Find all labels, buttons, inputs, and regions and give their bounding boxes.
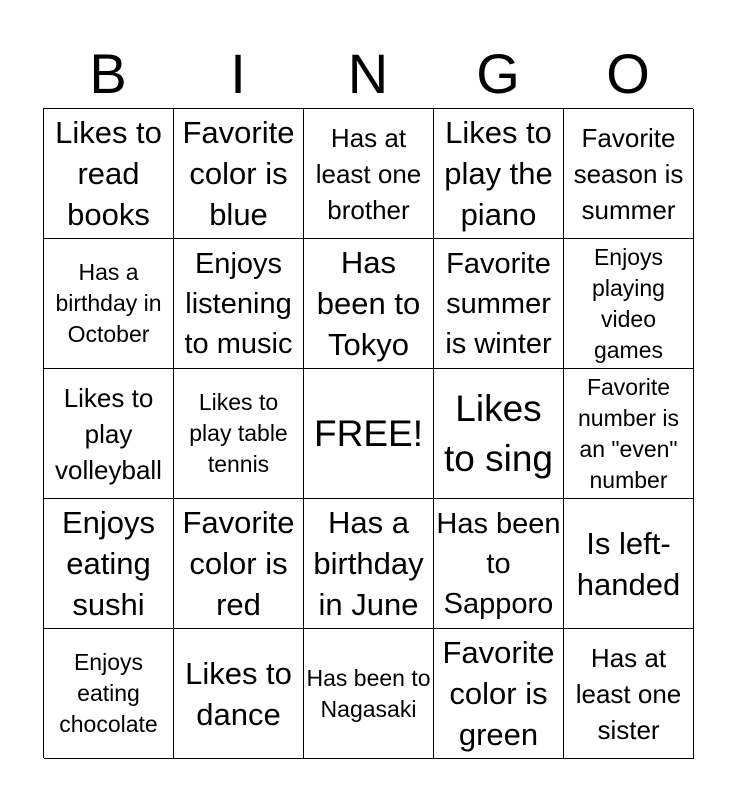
bingo-cell-text: Has a birthday in June — [313, 505, 424, 622]
bingo-cell[interactable] — [174, 629, 304, 759]
bingo-cell-text: Likes to read books — [55, 115, 162, 232]
header-letter-n: N — [347, 42, 389, 105]
header-letter-g: G — [476, 42, 520, 105]
bingo-cell-text: Has been to Tokyo — [316, 245, 421, 362]
bingo-cell[interactable] — [434, 109, 564, 239]
bingo-cell-text: Has been to Sapporo — [436, 507, 561, 620]
bingo-cell[interactable] — [44, 499, 174, 629]
bingo-cell[interactable] — [304, 499, 434, 629]
bingo-cell[interactable] — [564, 369, 694, 499]
bingo-cell-text: Has been to Nagasaki — [306, 664, 431, 722]
bingo-cell[interactable] — [304, 239, 434, 369]
bingo-cell-text: Likes to play table tennis — [189, 389, 288, 477]
bingo-cell-text: Has at least one sister — [575, 642, 682, 745]
bingo-header — [43, 40, 693, 108]
bingo-cell-text: Favorite color is blue — [182, 115, 295, 232]
free-space-text: FREE! — [314, 412, 423, 454]
bingo-cell-text: Favorite color is red — [182, 505, 295, 622]
bingo-cell[interactable] — [434, 499, 564, 629]
bingo-cell[interactable] — [434, 239, 564, 369]
bingo-cell[interactable] — [174, 369, 304, 499]
bingo-cell[interactable] — [434, 369, 564, 499]
header-letter-o: O — [606, 42, 650, 105]
bingo-cell[interactable] — [44, 109, 174, 239]
bingo-cell-text: Favorite number is an "even" number — [578, 373, 679, 493]
bingo-cell[interactable] — [564, 499, 694, 629]
bingo-cell-text: Enjoys eating sushi — [61, 505, 156, 622]
bingo-cell[interactable] — [564, 629, 694, 759]
bingo-cell[interactable] — [174, 499, 304, 629]
bingo-cell-text: Enjoys playing video games — [592, 243, 665, 363]
bingo-cell[interactable] — [174, 109, 304, 239]
free-space[interactable] — [304, 369, 434, 499]
header-letter-i: I — [230, 42, 246, 105]
bingo-cell-text: Likes to dance — [185, 655, 292, 732]
bingo-cell-text: Favorite season is summer — [573, 122, 684, 225]
bingo-cell[interactable] — [174, 239, 304, 369]
bingo-cell[interactable] — [44, 369, 174, 499]
bingo-cell-text: Favorite summer is winter — [445, 247, 552, 360]
bingo-cell-text: Is left-handed — [576, 525, 681, 602]
bingo-cell-text: Likes to play volleyball — [55, 382, 162, 485]
bingo-cell[interactable] — [304, 109, 434, 239]
bingo-cell-text: Enjoys eating chocolate — [59, 649, 158, 737]
bingo-cell-text: Enjoys listening to music — [184, 247, 293, 360]
bingo-cell[interactable] — [304, 629, 434, 759]
bingo-grid — [43, 108, 693, 758]
header-letter-b: B — [89, 42, 127, 105]
bingo-cell-text: Has a birthday in October — [55, 259, 162, 347]
bingo-cell[interactable] — [564, 239, 694, 369]
bingo-cell[interactable] — [44, 629, 174, 759]
bingo-cell-text: Likes to play the piano — [444, 115, 553, 232]
bingo-cell-text: Favorite color is green — [442, 635, 555, 752]
bingo-cell[interactable] — [434, 629, 564, 759]
bingo-cell[interactable] — [44, 239, 174, 369]
bingo-cell[interactable] — [564, 109, 694, 239]
bingo-cell-text: Likes to sing — [443, 387, 553, 479]
bingo-cell-text: Has at least one brother — [315, 122, 422, 225]
